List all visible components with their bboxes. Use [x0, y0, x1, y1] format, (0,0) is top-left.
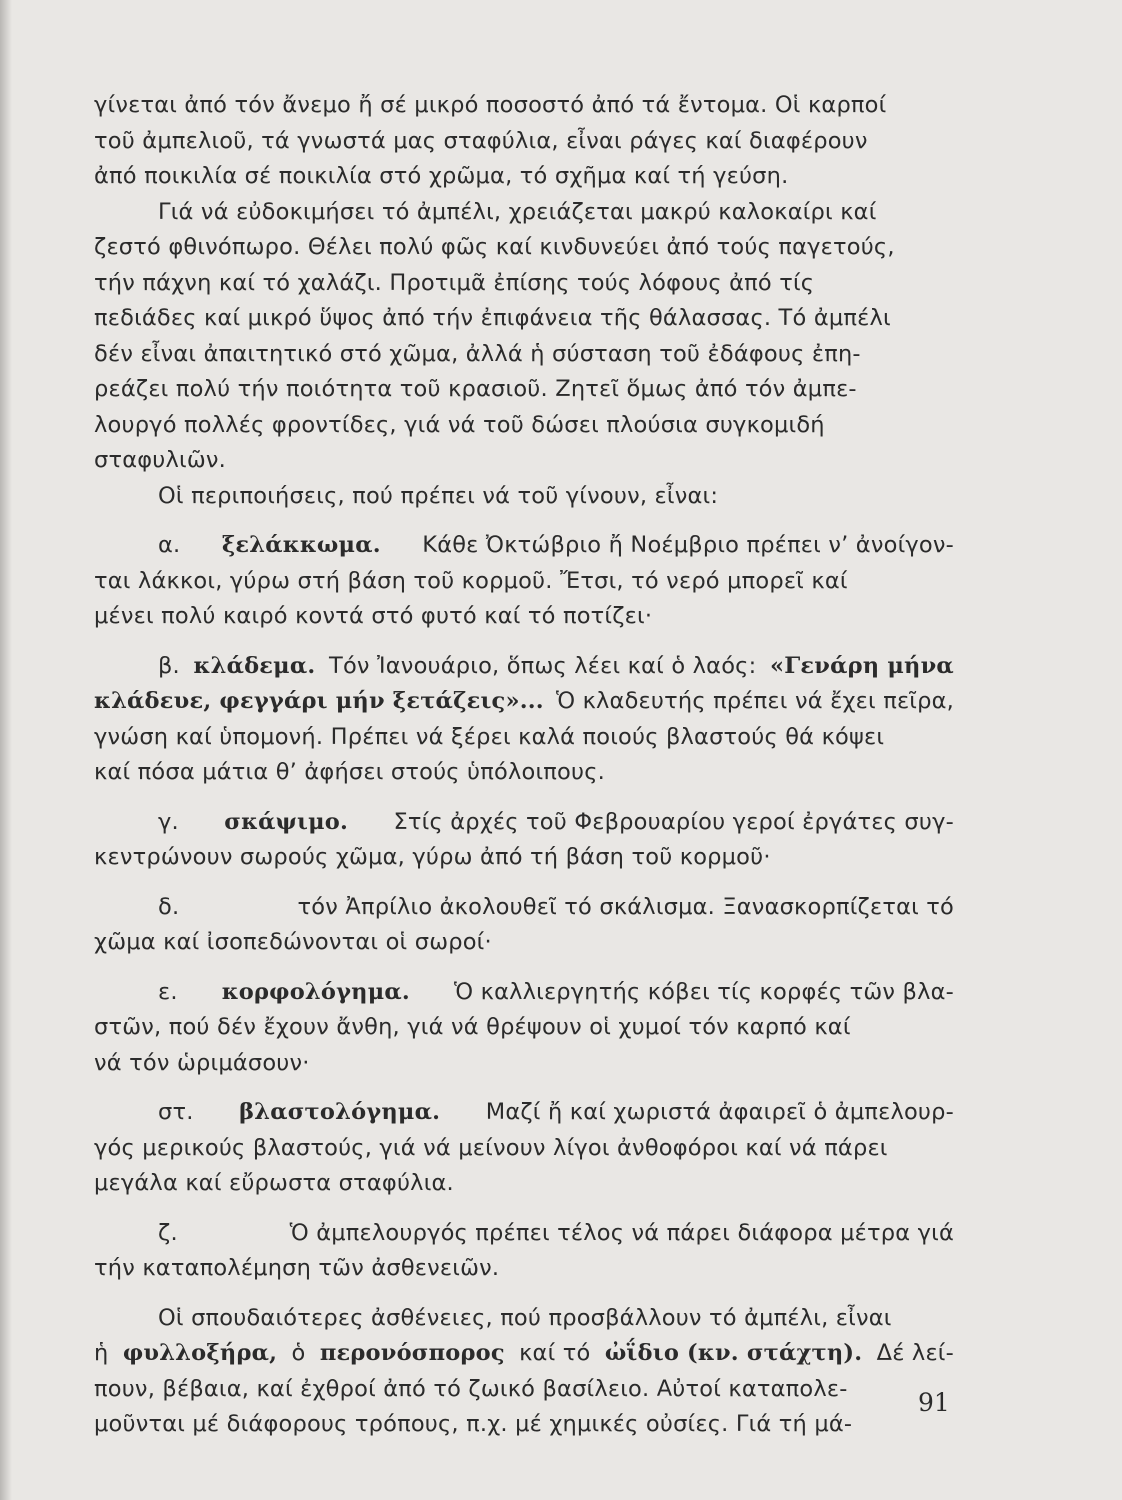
text-line: λουργό πολλές φροντίδες, γιά νά τοῦ δώσει πλούσια συγκομιδή: [94, 411, 825, 438]
bold-term: ξελάκκωμα.: [221, 532, 381, 558]
list-label: β.: [158, 652, 180, 679]
list-item-a: [94, 528, 954, 564]
text-line: ζεστό φθινόπωρο. Θέλει πολύ φῶς καί κινδυνεύει ἀπό τούς παγετούς,: [94, 234, 895, 260]
bold-term: ὠΐδιο (κν. στάχτη).: [604, 1340, 863, 1366]
list-label: ε.: [158, 978, 178, 1005]
bold-term: φυλλοξήρα,: [122, 1340, 278, 1366]
list-item-z: [94, 1216, 954, 1252]
text-line: μεγάλα καί εὔρωστα σταφύλια.: [94, 1170, 454, 1196]
text-fragment: Κάθε Ὀκτώβριο ἤ Νοέμβριο πρέπει ν’ ἀνοίγον-: [422, 532, 954, 558]
text-fragment: Τόν Ἰανουάριο, ὅπως λέει καί ὁ λαός:: [329, 652, 757, 679]
text-line: τοῦ ἀμπελιοῦ, τά γνωστά μας σταφύλια, εἶναι ράγες καί διαφέρουν: [94, 127, 868, 154]
list-label: δ.: [158, 893, 180, 920]
text-line: νά τόν ὡριμάσουν·: [94, 1049, 310, 1076]
list-item-d: [94, 890, 954, 926]
text-fragment: Δέ λεί-: [876, 1340, 954, 1366]
text-line: μένει πολύ καιρό κοντά στό φυτό καί τό ποτίζει·: [94, 603, 653, 629]
text-line: πουν, βέβαια, καί ἐχθροί ἀπό τό ζωικό βασίλειο. Αὐτοί καταπολε-: [94, 1375, 848, 1402]
text-fragment: Στίς ἀρχές τοῦ Φεβρουαρίου γεροί ἐργάτες συγ-: [393, 808, 954, 835]
text-line: κεντρώνουν σωρούς χῶμα, γύρω ἀπό τή βάση τοῦ κορμοῦ·: [94, 844, 771, 870]
text-line: καί πόσα μάτια θ’ ἀφήσει στούς ὑπόλοιπους.: [94, 759, 605, 785]
text-line: [94, 684, 954, 720]
page-number: 91: [918, 1388, 950, 1417]
text-line: μοῦνται μέ διάφορους τρόπους, π.χ. μέ χημικές οὐσίες. Γιά τή μά-: [94, 1411, 853, 1437]
text-line: γίνεται ἀπό τόν ἄνεμο ἤ σέ μικρό ποσοστό ἀπό τά ἔντομα. Οἱ καρποί: [94, 92, 887, 118]
bold-term: κορφολόγημα.: [221, 978, 410, 1005]
text-line: [94, 1336, 954, 1372]
text-line: γός μερικούς βλαστούς, γιά νά μείνουν λίγοι ἀνθοφόροι καί νά πάρει: [94, 1134, 888, 1161]
list-label: γ.: [158, 808, 179, 835]
bold-term: κλάδεμα.: [193, 652, 316, 679]
text-line: Οἱ περιποιήσεις, πού πρέπει νά τοῦ γίνουν, εἶναι:: [158, 482, 719, 509]
bold-term: σκάψιμο.: [224, 808, 349, 835]
text-fragment: Ὁ καλλιεργητής κόβει τίς κορφές τῶν βλα-: [453, 978, 954, 1005]
text-line: Γιά νά εὐδοκιμήσει τό ἀμπέλι, χρειάζεται μακρύ καλοκαίρι καί: [158, 198, 877, 225]
text-line: σταφυλιῶν.: [94, 447, 226, 473]
bold-quote: κλάδευε, φεγγάρι μήν ξετάζεις»...: [94, 688, 544, 714]
list-item-e: [94, 975, 954, 1011]
text-line: ρεάζει πολύ τήν ποιότητα τοῦ κρασιοῦ. Ζητεῖ ὅμως ἀπό τόν ἀμπε-: [94, 376, 857, 402]
text-line: τήν πάχνη καί τό χαλάζι. Προτιμᾶ ἐπίσης τούς λόφους ἀπό τίς: [94, 269, 815, 296]
text-line: ται λάκκοι, γύρω στή βάση τοῦ κορμοῦ. Ἔτσι, τό νερό μπορεῖ καί: [94, 567, 848, 594]
text-line: τήν καταπολέμηση τῶν ἀσθενειῶν.: [94, 1255, 500, 1281]
list-item-c: [94, 805, 954, 841]
list-label: α.: [158, 532, 181, 558]
bold-term: βλαστολόγημα.: [239, 1099, 441, 1125]
text-fragment: Ὁ ἀμπελουργός πρέπει τέλος νά πάρει διάφορα μέτρα γιά: [289, 1219, 954, 1246]
text-fragment: τόν Ἀπρίλιο ἀκολουθεῖ τό σκάλισμα. Ξανασκορπίζεται τό: [297, 893, 954, 920]
text-line: δέν εἶναι ἀπαιτητικό στό χῶμα, ἀλλά ἡ σύσταση τοῦ ἐδάφους ἐπη-: [94, 340, 861, 367]
text-line: πεδιάδες καί μικρό ὕψος ἀπό τήν ἐπιφάνεια τῆς θάλασσας. Τό ἀμπέλι: [94, 305, 891, 331]
list-label: ζ.: [158, 1219, 178, 1246]
list-item-b: [94, 649, 954, 685]
bold-quote: «Γενάρη μήνα: [769, 652, 954, 679]
text-fragment: Μαζί ἤ καί χωριστά ἀφαιρεῖ ὁ ἀμπελουρ-: [485, 1099, 954, 1125]
page-edge-shadow: [0, 0, 12, 1500]
text-fragment: ὁ: [291, 1340, 306, 1366]
text-line: γνώση καί ὑπομονή. Πρέπει νά ξέρει καλά ποιούς βλαστούς θά κόψει: [94, 723, 885, 750]
text-line: Οἱ σπουδαιότερες ἀσθένειες, πού προσβάλλουν τό ἀμπέλι, εἶναι: [158, 1304, 892, 1331]
list-item-st: [94, 1095, 954, 1131]
bold-term: περονόσπορος: [319, 1340, 505, 1366]
text-line: χῶμα καί ἰσοπεδώνονται οἱ σωροί·: [94, 929, 492, 955]
text-fragment: Ὁ κλαδευτής πρέπει νά ἔχει πεῖρα,: [555, 688, 954, 714]
text-fragment: ἡ: [94, 1340, 109, 1366]
text-line: στῶν, πού δέν ἔχουν ἄνθη, γιά νά θρέψουν οἱ χυμοί τόν καρπό καί: [94, 1014, 851, 1040]
body-text: [94, 88, 954, 1443]
text-fragment: καί τό: [519, 1340, 591, 1366]
text-line: ἀπό ποικιλία σέ ποικιλία στό χρῶμα, τό σχῆμα καί τή γεύση.: [94, 163, 789, 189]
list-label: στ.: [158, 1099, 194, 1125]
